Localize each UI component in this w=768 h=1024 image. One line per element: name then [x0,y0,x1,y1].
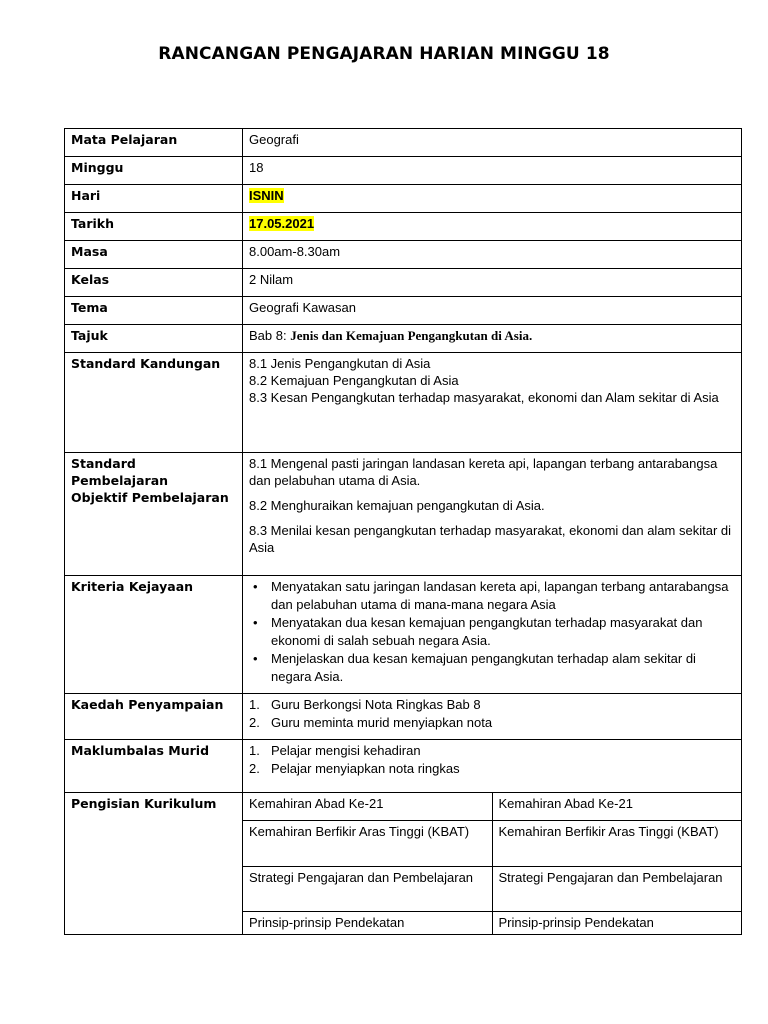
kaedah-text: Guru Berkongsi Nota Ringkas Bab 8 [271,697,481,712]
document-title: RANCANGAN PENGAJARAN HARIAN MINGGU 18 [158,44,610,64]
kurikulum-row [243,793,741,820]
sp-item: 8.3 Menilai kesan pengangkutan terhadap masyarakat, ekonomi dan alam sekitar di Asia [249,523,732,555]
row-pengisian-kurikulum [65,793,742,935]
maklumbalas-item [249,742,735,760]
sk-item: 8.1 Jenis Pengangkutan di Asia [249,356,431,371]
row-mata-pelajaran [65,129,742,157]
row-kaedah-penyampaian [65,694,742,740]
kaedah-item [249,696,735,714]
row-standard-kandungan [65,353,742,453]
label-standard-pembelajaran [65,453,243,576]
kurikulum-grid [243,793,741,934]
kurikulum-cell: Kemahiran Berfikir Aras Tinggi (KBAT) [492,820,741,866]
label-standard-kandungan: Standard Kandungan [65,353,243,453]
value-mata-pelajaran: Geografi [243,129,742,157]
kaedah-number: 2. [249,715,260,730]
maklumbalas-list [249,742,735,778]
value-tema: Geografi Kawasan [243,297,742,325]
kaedah-list [249,696,735,732]
row-standard-pembelajaran [65,453,742,576]
maklumbalas-number: 2. [249,761,260,776]
label-masa: Masa [65,241,243,269]
label-minggu: Minggu [65,157,243,185]
kurikulum-row [243,820,741,866]
maklumbalas-number: 1. [249,743,260,758]
label-sp-1: Standard Pembelajaran [71,456,169,488]
value-masa: 8.00am-8.30am [243,241,742,269]
sk-item: 8.2 Kemajuan Pengangkutan di Asia [249,373,459,388]
kriteria-item: • Menyatakan satu jaringan landasan kereta api, lapangan terbang antarabangsa dan pelabuhan utama di mana-mana negara Asia [271,578,735,614]
kurikulum-row [243,866,741,911]
value-tarikh-cell [243,213,742,241]
kurikulum-cell: Kemahiran Abad Ke-21 [492,793,741,820]
row-masa [65,241,742,269]
label-tema: Tema [65,297,243,325]
kaedah-item [249,714,735,732]
row-tarikh [65,213,742,241]
value-minggu: 18 [243,157,742,185]
value-hari-cell [243,185,742,213]
value-pengisian-kurikulum [243,793,742,935]
kurikulum-cell: Strategi Pengajaran dan Pembelajaran [243,866,492,911]
maklumbalas-text: Pelajar menyiapkan nota ringkas [271,761,460,776]
label-tarikh: Tarikh [65,213,243,241]
sp-item: 8.1 Mengenal pasti jaringan landasan kereta api, lapangan terbang antarabangsa dan pelabuhan utama di Asia. [249,456,718,488]
row-tema [65,297,742,325]
kurikulum-cell: Kemahiran Abad Ke-21 [243,793,492,820]
value-hari: ISNIN [249,188,284,203]
lesson-plan-table [64,128,742,935]
row-kriteria-kejayaan [65,576,742,694]
value-maklumbalas-murid [243,740,742,793]
value-kelas: 2 Nilam [243,269,742,297]
label-hari: Hari [65,185,243,213]
kriteria-list [249,578,735,686]
value-tarikh: 17.05.2021 [249,216,315,231]
maklumbalas-item [249,760,735,778]
sp-item: 8.2 Menghuraikan kemajuan pengangkutan di Asia. [249,498,545,513]
label-kriteria-kejayaan: Kriteria Kejayaan [65,576,243,694]
value-kriteria-kejayaan [243,576,742,694]
sk-item: 8.3 Kesan Pengangkutan terhadap masyarakat, ekonomi dan Alam sekitar di Asia [249,390,719,405]
tajuk-prefix: Bab 8: [249,328,287,343]
kriteria-item: • Menjelaskan dua kesan kemajuan pengangkutan terhadap alam sekitar di negara Asia. [271,650,735,686]
kriteria-item: • Menyatakan dua kesan kemajuan pengangkutan terhadap masyarakat dan ekonomi di salah sebuah negara Asia. [271,614,735,650]
row-kelas [65,269,742,297]
row-maklumbalas-murid [65,740,742,793]
label-sp-2: Objektif Pembelajaran [71,490,229,505]
kurikulum-cell: Prinsip-prinsip Pendekatan [492,911,741,934]
value-tajuk-cell [243,325,742,353]
row-minggu [65,157,742,185]
row-hari [65,185,742,213]
row-tajuk [65,325,742,353]
tajuk-title: Jenis dan Kemajuan Pengangkutan di Asia. [290,328,533,343]
value-standard-pembelajaran [243,453,742,576]
kurikulum-cell: Prinsip-prinsip Pendekatan [243,911,492,934]
maklumbalas-text: Pelajar mengisi kehadiran [271,743,421,758]
value-kaedah-penyampaian [243,694,742,740]
label-tajuk: Tajuk [65,325,243,353]
label-maklumbalas-murid: Maklumbalas Murid [65,740,243,793]
kurikulum-cell: Kemahiran Berfikir Aras Tinggi (KBAT) [243,820,492,866]
kurikulum-cell: Strategi Pengajaran dan Pembelajaran [492,866,741,911]
kaedah-number: 1. [249,697,260,712]
label-kelas: Kelas [65,269,243,297]
kaedah-text: Guru meminta murid menyiapkan nota [271,715,493,730]
value-standard-kandungan [243,353,742,453]
label-pengisian-kurikulum: Pengisian Kurikulum [65,793,243,935]
label-kaedah-penyampaian: Kaedah Penyampaian [65,694,243,740]
label-mata-pelajaran: Mata Pelajaran [65,129,243,157]
kurikulum-row [243,911,741,934]
